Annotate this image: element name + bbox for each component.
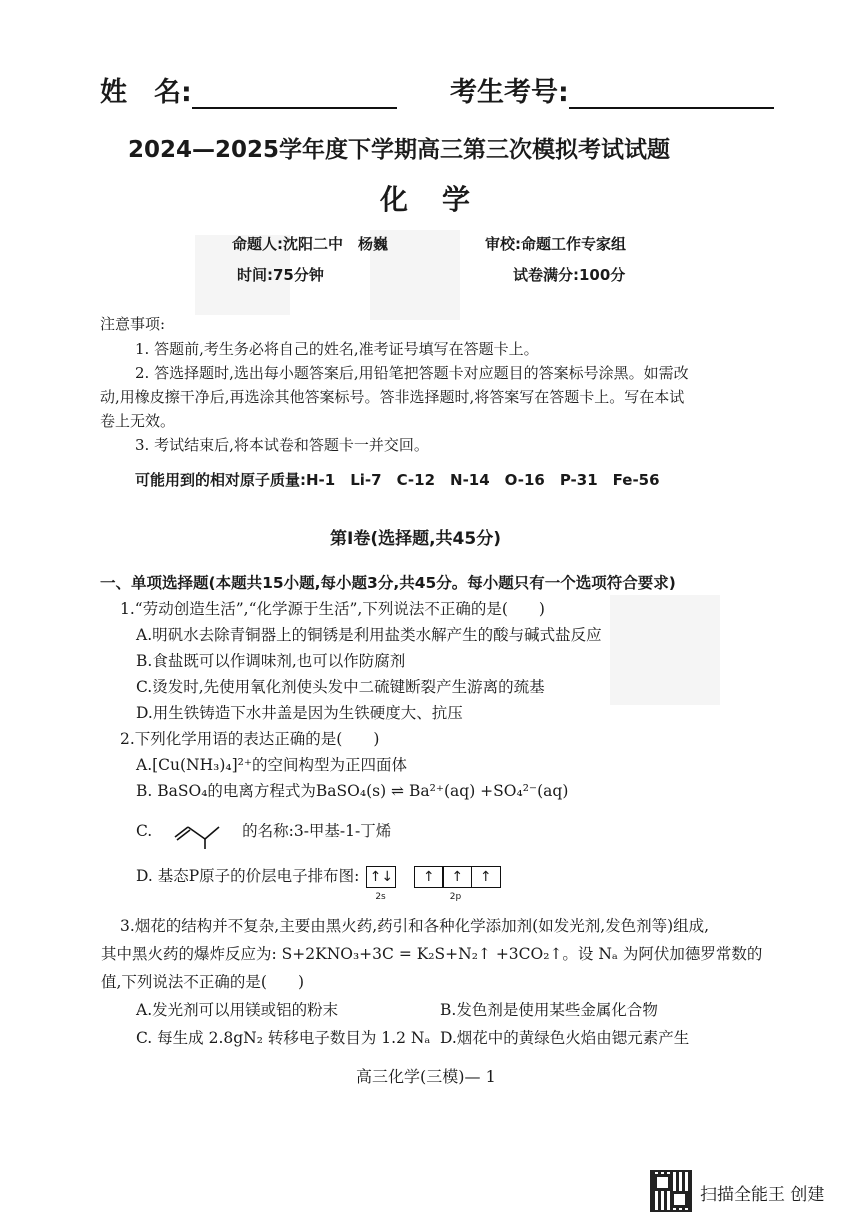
q2-option-b: B. BaSO₄的电离方程式为BaSO₄(s) ⇌ Ba²⁺(aq) +SO₄²⁻(aq): [136, 782, 569, 800]
q2-option-c-text: 的名称:3-甲基-1-丁烯: [242, 822, 392, 840]
q1-option-b: B.食盐既可以作调味剂,也可以作防腐剂: [136, 652, 406, 670]
q1-option-c: C.烫发时,先使用氧化剂使头发中二硫键断裂产生游离的巯基: [136, 678, 545, 696]
exam-no-label: 考生考号:: [450, 77, 569, 108]
q1-option-a: A.明矾水去除青铜器上的铜锈是利用盐类水解产生的酸与碱式盐反应: [136, 626, 602, 644]
page-footer: 高三化学(三模)— 1: [356, 1067, 496, 1086]
scanner-watermark: 扫描全能王 创建: [700, 1185, 825, 1205]
orbital-box: ↑↓: [366, 866, 396, 888]
notice-item: 3. 考试结束后,将本试卷和答题卡一并交回。: [135, 436, 429, 454]
notice-item: 动,用橡皮擦干净后,再选涂其他答案标号。答非选择题时,将答案写在答题卡上。写在本试: [100, 388, 685, 406]
q1-option-d: D.用生铁铸造下水井盖是因为生铁硬度大、抗压: [136, 704, 463, 722]
q1-stem: 1.“劳动创造生活”,“化学源于生活”,下列说法不正确的是( ): [120, 600, 545, 618]
skeletal-formula-icon: [173, 815, 233, 849]
name-label: 姓 名:: [100, 77, 192, 108]
bleed-through-shadow: [610, 595, 720, 705]
q2-stem: 2.下列化学用语的表达正确的是( ): [120, 730, 380, 748]
part-title: 第Ⅰ卷(选择题,共45分): [330, 529, 501, 549]
q2-option-a: A.[Cu(NH₃)₄]²⁺的空间构型为正四面体: [136, 756, 408, 774]
q3-stem-line2: 其中黑火药的爆炸反应为: S+2KNO₃+3C = K₂S+N₂↑ +3CO₂↑。设 Nₐ 为阿伏加德罗常数的: [101, 945, 763, 963]
name-blank[interactable]: [192, 77, 397, 109]
qr-code-icon: [650, 1170, 692, 1212]
orbital-box: ↑: [471, 866, 501, 888]
notice-item: 1. 答题前,考生务必将自己的姓名,准考证号填写在答题卡上。: [135, 340, 539, 358]
orbital-label-2s: 2s: [375, 892, 386, 902]
atomic-masses: 可能用到的相对原子质量:H-1 Li-7 C-12 N-14 O-16 P-31 Fe-56: [135, 471, 660, 489]
q3-option-b: B.发色剂是使用某些金属化合物: [440, 1001, 658, 1019]
notice-item: 卷上无效。: [100, 412, 176, 430]
q3-option-d: D.烟花中的黄绿色火焰由锶元素产生: [440, 1029, 690, 1047]
orbital-2p: [414, 866, 500, 902]
orbital-box: ↑: [442, 866, 472, 888]
name-field: [100, 70, 397, 109]
q2-option-c-prefix: C.: [136, 822, 153, 840]
orbital-2s: [366, 866, 395, 902]
q2-option-d-prefix: D. 基态P原子的价层电子排布图:: [136, 867, 360, 885]
exam-title: 2024—2025学年度下学期高三第三次模拟考试试题: [128, 137, 671, 163]
q3-stem-line1: 3.烟花的结构并不复杂,主要由黑火药,药引和各种化学添加剂(如发光剂,发色剂等)组成,: [120, 917, 710, 935]
exam-no-field: [450, 70, 774, 109]
q2-option-c: [136, 815, 391, 849]
section-title: 一、单项选择题(本题共15小题,每小题3分,共45分。每小题只有一个选项符合要求): [100, 574, 676, 592]
orbital-label-2p: 2p: [449, 892, 462, 902]
exam-no-blank[interactable]: [569, 77, 774, 109]
q3-option-c: C. 每生成 2.8gN₂ 转移电子数目为 1.2 Nₐ: [136, 1029, 431, 1047]
reviewer: 审校:命题工作专家组: [485, 235, 626, 253]
subject-title: 化学: [380, 183, 505, 216]
notice-heading: 注意事项:: [100, 315, 166, 333]
exam-time: 时间:75分钟: [237, 266, 324, 284]
orbital-box: ↑: [414, 866, 444, 888]
q3-option-a: A.发光剂可以用镁或铝的粉末: [136, 1001, 339, 1019]
author: 命题人:沈阳二中 杨巍: [232, 235, 388, 253]
q2-option-d: [136, 864, 499, 902]
q3-stem-line3: 值,下列说法不正确的是( ): [101, 973, 305, 991]
full-score: 试卷满分:100分: [513, 266, 626, 284]
notice-item: 2. 答选择题时,选出每小题答案后,用铅笔把答题卡对应题目的答案标号涂黑。如需改: [135, 364, 689, 382]
